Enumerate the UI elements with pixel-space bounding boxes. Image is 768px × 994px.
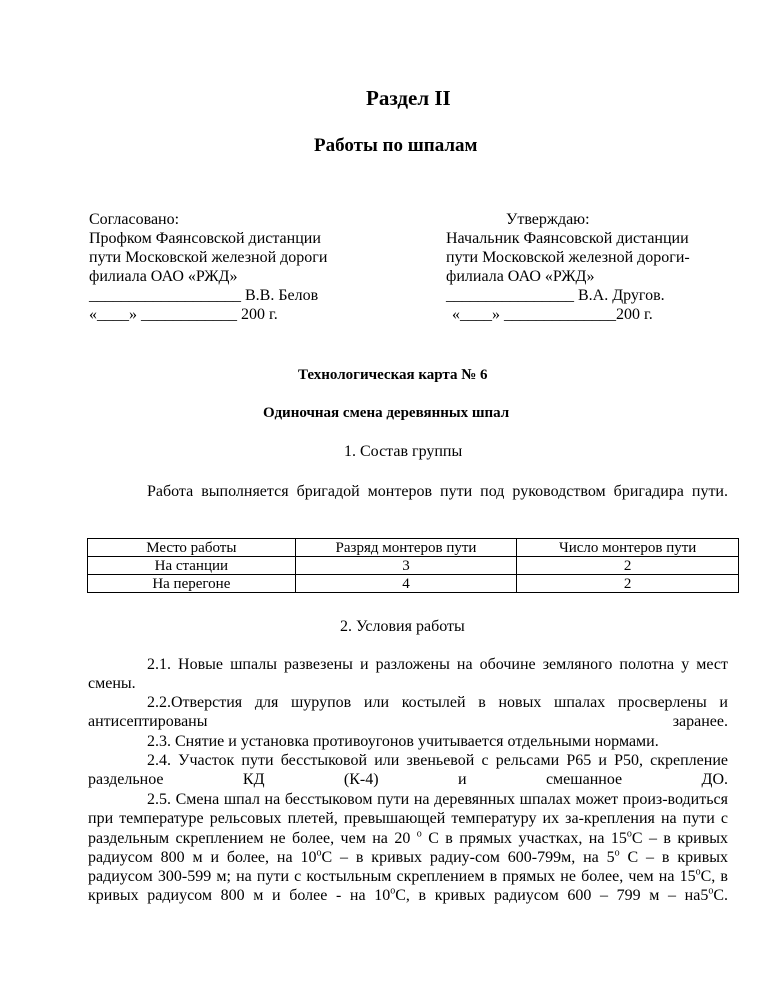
table-header-cell: Разряд монтеров пути bbox=[295, 539, 517, 557]
condition-2-3: 2.3. Снятие и установка противоугонов учитывается отдельными нормами. bbox=[147, 733, 659, 750]
section-2-title: 2. Условия работы bbox=[340, 618, 465, 635]
approved-line-1: Начальник Фаянсовской дистанции bbox=[446, 230, 689, 247]
table-cell: 3 bbox=[295, 557, 517, 575]
condition-2-5: 2.5. Смена шпал на бесстыковом пути на деревянных шпалах может произ-водиться при температуре рельсовых плетей, превышающей температуру их за-крепления на пути с раздельным скреплением не более, чем на 20 $^о$ С в прямых участках, на $15^оС$ – в кривых радиусом 800 м и более, на $10^оС$ – в кривых радиу-сом 600-799м, на $5^о$ С – в кривых радиусом 300-599 м; на пути с костыльным скреплением в прямых не более, чем на $15^оС$, в кривых радиусом 800 м и более - на $10^оС$, в кривых радиусом 600 – 799 м – $на5^оС$. bbox=[88, 791, 729, 905]
approved-heading: Утверждаю: bbox=[506, 211, 590, 228]
approved-block bbox=[446, 210, 690, 324]
table-row bbox=[88, 557, 739, 575]
table-cell: 4 bbox=[295, 575, 517, 593]
section-1-title: 1. Состав группы bbox=[344, 443, 463, 460]
approved-date: «____» ______________200 г. bbox=[452, 306, 653, 323]
crew-table bbox=[87, 538, 739, 593]
agreed-line-3: филиала ОАО «РЖД» bbox=[89, 268, 238, 285]
agreed-signature: ___________________ В.В. Белов bbox=[89, 287, 319, 304]
approved-signature: ________________ В.А. Другов. bbox=[446, 287, 665, 304]
approved-line-3: филиала ОАО «РЖД» bbox=[446, 268, 595, 285]
agreed-line-2: пути Московской железной дороги bbox=[89, 249, 328, 266]
table-header-row bbox=[88, 539, 739, 557]
section-title: Раздел II bbox=[366, 86, 451, 110]
agreed-line-1: Профком Фаянсовской дистанции bbox=[89, 230, 321, 247]
table-cell: 2 bbox=[517, 575, 739, 593]
section-subtitle: Работы по шпалам bbox=[314, 135, 478, 156]
condition-2-2: 2.2.Отверстия для шурупов или костылей в новых шпалах просверлены и антисептированы заранее. bbox=[88, 694, 728, 731]
condition-2-4: 2.4. Участок пути бесстыковой или звеньевой с рельсами Р65 и Р50, скрепление раздельное КД (К-4) и смешанное ДО. bbox=[88, 752, 728, 789]
condition-2-1: 2.1. Новые шпалы развезены и разложены на обочине земляного полотна у мест смены. bbox=[88, 656, 728, 693]
table-row bbox=[88, 575, 739, 593]
table-header-cell: Число монтеров пути bbox=[517, 539, 739, 557]
table-cell: 2 bbox=[517, 557, 739, 575]
agreed-date: «____» ____________ 200 г. bbox=[89, 306, 278, 323]
card-title: Технологическая карта № 6 bbox=[298, 367, 488, 383]
card-subtitle: Одиночная смена деревянных шпал bbox=[263, 405, 510, 421]
table-cell: На перегоне bbox=[88, 575, 296, 593]
agreed-block bbox=[89, 210, 327, 324]
table-cell: На станции bbox=[88, 557, 296, 575]
table-header-cell: Место работы bbox=[88, 539, 296, 557]
section-1-text: Работа выполняется бригадой монтеров пути под руководством бригадира пути. bbox=[147, 483, 728, 500]
agreed-heading: Согласовано: bbox=[89, 211, 180, 228]
approved-line-2: пути Московской железной дороги- bbox=[446, 249, 690, 266]
